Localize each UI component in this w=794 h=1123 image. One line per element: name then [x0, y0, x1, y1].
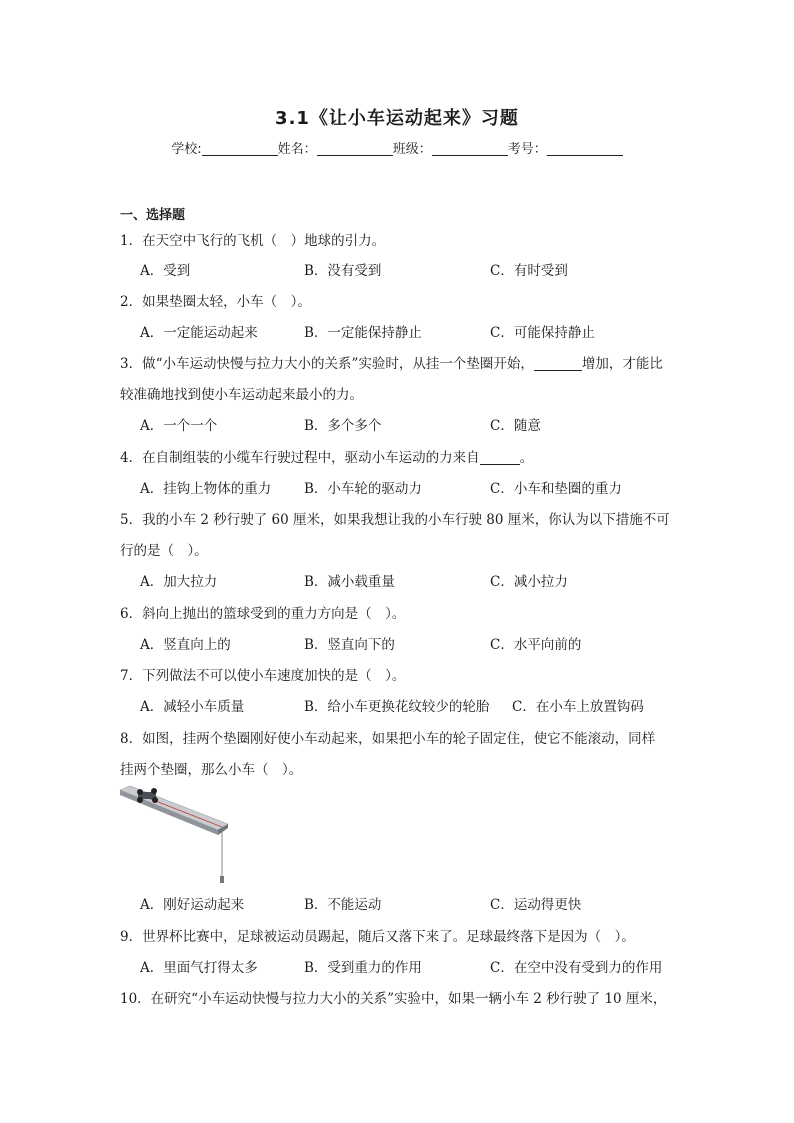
question-2-option-a[interactable]: A．一定能运动起来	[140, 325, 258, 341]
question-9-option-b[interactable]: B．受到重力的作用	[304, 960, 422, 976]
question-4-stem	[120, 446, 533, 466]
class-blank[interactable]	[432, 141, 508, 156]
washer-weight	[220, 876, 224, 883]
question-2-stem: 2．如果垫圈太轻，小车（ ）。	[120, 294, 311, 310]
question-8-stem-line-2: 挂两个垫圈，那么小车（ ）。	[120, 762, 303, 778]
question-4-option-a[interactable]: A．挂钩上物体的重力	[140, 481, 272, 497]
question-8-option-a[interactable]: A．刚好运动起来	[140, 897, 245, 913]
question-9-option-a[interactable]: A．里面气打得太多	[140, 960, 258, 976]
question-5-stem-line-2: 行的是（ ）。	[120, 543, 208, 559]
question-5-option-a[interactable]: A．加大拉力	[140, 574, 218, 590]
question-8-option-b[interactable]: B．不能运动	[304, 897, 382, 913]
question-7-option-b[interactable]: B．给小车更换花纹较少的轮胎	[304, 699, 490, 715]
question-6-option-c[interactable]: C．水平向前的	[490, 637, 582, 653]
question-1-stem: 1．在天空中飞行的飞机（ ）地球的引力。	[120, 233, 386, 249]
student-info-line	[0, 138, 794, 157]
school-label: 学校:	[171, 142, 202, 157]
question-8-stem-line-1: 8．如图，挂两个垫圈刚好使小车动起来，如果把小车的轮子固定住，使它不能滚动，同样	[120, 731, 656, 747]
track-side	[120, 790, 218, 835]
question-6-option-b[interactable]: B．竖直向下的	[304, 637, 395, 653]
question-7-option-c[interactable]: C．在小车上放置钩码	[512, 699, 644, 715]
question-10-stem: 10．在研究“小车运动快慢与拉力大小的关系”实验中，如果一辆小车 2 秒行驶了 10 厘米，	[120, 991, 667, 1007]
school-blank[interactable]	[202, 141, 278, 156]
question-3-blank[interactable]	[534, 356, 582, 371]
question-6-stem: 6．斜向上抛出的篮球受到的重力方向是（ ）。	[120, 606, 406, 622]
question-4-option-b[interactable]: B．小车轮的驱动力	[304, 481, 422, 497]
cart-experiment-figure	[118, 780, 230, 890]
question-3-stem-line-1	[120, 352, 663, 372]
question-3-option-a[interactable]: A．一个一个	[140, 418, 218, 434]
page-title: 3.1《让小车运动起来》习题	[275, 108, 519, 129]
question-3-stem-part-2: 增加，才能比	[581, 356, 663, 372]
question-3-stem-part-1: 3．做“小车运动快慢与拉力大小的关系”实验时，从挂一个垫圈开始，	[120, 356, 534, 372]
question-2-option-c[interactable]: C．可能保持静止	[490, 325, 595, 341]
question-5-option-b[interactable]: B．减小载重量	[304, 574, 395, 590]
question-7-option-a[interactable]: A．减轻小车质量	[140, 699, 245, 715]
question-4-blank[interactable]	[480, 450, 520, 465]
question-3-stem-line-2: 较准确地找到使小车运动起来最小的力。	[120, 387, 363, 403]
question-3-option-c[interactable]: C．随意	[490, 418, 541, 434]
question-4-option-c[interactable]: C．小车和垫圈的重力	[490, 481, 622, 497]
name-label: 姓名：	[277, 142, 317, 157]
class-label: 班级：	[392, 142, 432, 157]
question-3-option-b[interactable]: B．多个多个	[304, 418, 382, 434]
question-4-stem-part-2: 。	[519, 450, 534, 466]
exam-no-label: 考号：	[507, 142, 547, 157]
question-9-option-c[interactable]: C．在空中没有受到力的作用	[490, 960, 663, 976]
question-5-option-c[interactable]: C．减小拉力	[490, 574, 568, 590]
question-1-option-c[interactable]: C．有时受到	[490, 263, 568, 279]
question-9-stem: 9．世界杯比赛中，足球被运动员踢起，随后又落下来了。足球最终落下是因为（ ）。	[120, 929, 635, 945]
question-1-option-a[interactable]: A．受到	[140, 263, 191, 279]
track-string	[148, 798, 222, 827]
name-blank[interactable]	[317, 141, 393, 156]
section-heading: 一、选择题	[120, 208, 186, 223]
question-6-option-a[interactable]: A．竖直向上的	[140, 637, 231, 653]
exam-no-blank[interactable]	[547, 141, 623, 156]
question-1-option-b[interactable]: B．没有受到	[304, 263, 382, 279]
question-8-option-c[interactable]: C．运动得更快	[490, 897, 582, 913]
question-2-option-b[interactable]: B．一定能保持静止	[304, 325, 422, 341]
question-7-stem: 7．下列做法不可以使小车速度加快的是（ ）。	[120, 668, 406, 684]
question-5-stem-line-1: 5．我的小车 2 秒行驶了 60 厘米，如果我想让我的小车行驶 80 厘米，你认为以下措施不可	[120, 512, 670, 528]
question-4-stem-part-1: 4．在自制组装的小缆车行驶过程中，驱动小车运动的力来自	[120, 450, 480, 466]
